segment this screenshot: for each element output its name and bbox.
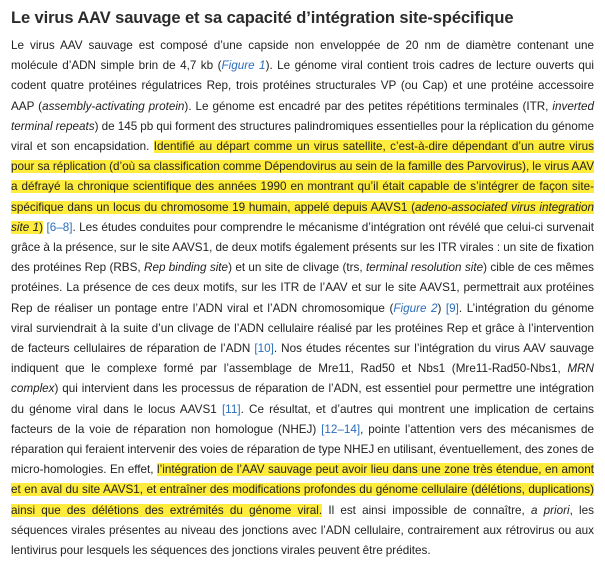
text-segment: Le virus AAV sauvage est composé d’une capside non enveloppée de 20 nm de diamètre contenant une molécule d’ADN simple brin de 4,7 kb (	[11, 39, 594, 73]
italic-term: adeno-associated virus integration site 1	[11, 200, 594, 234]
reference-link[interactable]: [9]	[445, 301, 459, 315]
italic-term: inverted terminal repeats	[11, 99, 594, 133]
figure-1-link[interactable]: Figure 1	[221, 59, 266, 73]
body-paragraph	[11, 36, 594, 561]
text-segment: ). Le génome est encadré par des petites répétitions terminales (ITR,	[184, 99, 553, 113]
text-segment: . Les études conduites pour comprendre le mécanisme d’intégration ont révélé que celui-ci survenait grâce à la présence, sur le site AAVS1, de deux motifs également présents sur les ITR virales : un site de fixation des protéines Rep (RBS,	[11, 220, 594, 275]
text-segment: Il est ainsi impossible de connaître,	[322, 503, 531, 517]
italic-term: a priori	[530, 503, 570, 517]
text-segment: . Ce résultat, et d’autres qui montrent une implication de certains facteurs de la voie de réparation non homologue (NHEJ)	[11, 402, 594, 436]
text-segment: . Nos études récentes sur l’intégration du virus AAV sauvage indiquent que le complexe formé par l’assemblage de Mre11, Rad50 et Nbs1 (Mre11-Rad50-Nbs1,	[11, 342, 594, 376]
italic-term: terminal resolution site	[365, 261, 484, 275]
section-title: Le virus AAV sauvage et sa capacité d’intégration site-spécifique	[11, 9, 514, 27]
text-segment: ) cible de ces mêmes protéines. La présence de ces deux motifs, sur les ITR de l’AAV et sur le site AAVS1, permettrait aux protéines Rep de réaliser un pontage entre l’ADN viral et l’ADN chromosomique (	[11, 261, 595, 315]
text-segment: . L’intégration du génome viral surviendrait à la suite d’un clivage de l’ADN cellulaire réalisé par les protéines Rep et grâce à l’intervention de facteurs cellulaires de réparation de l’ADN	[11, 301, 594, 356]
figure-2-link[interactable]: Figure 2	[393, 301, 438, 315]
italic-term: MRN complex	[11, 362, 594, 396]
text-segment: )	[437, 301, 446, 315]
text-segment: ) qui intervient dans les processus de réparation de l’ADN, est essentiel pour permettre une intégration du génome viral dans le locus AAVS1	[11, 382, 594, 416]
highlighted-passage-2: l’intégration de l’AAV sauvage peut avoir lieu dans une zone très étendue, en amont et en aval du site AAVS1, et entraîner des modifications profondes du génome cellulaire (délétions, duplications) ainsi que des délétions des extrémités du génome viral.	[11, 463, 594, 517]
reference-link[interactable]: [11]	[221, 402, 241, 416]
text-segment: , les séquences virales présentes au niveau des jonctions avec l’ADN cellulaire, contrairement aux rétrovirus ou aux lentivirus pour lesquels les séquences des jonctions virales peuvent être prédites.	[11, 503, 594, 558]
reference-link[interactable]: [12–14]	[321, 422, 361, 436]
text-segment: ). Le génome viral contient trois cadres de lecture ouverts qui codent quatre protéines régulatrices Rep, trois protéines structurales VP (ou Cap) et une protéine accessoire AAP (	[11, 59, 594, 113]
text-segment: )	[39, 220, 44, 234]
text-segment: ) de 145 pb qui forment des structures palindromiques essentielles pour la réplication du génome viral et son encapsidation.	[11, 119, 594, 154]
text-segment: , pointe l’attention vers des mécanismes de réparation qui feraient intervenir des voies de réparation de type NHEJ en utilisant, éventuellement, des zones de micro-homologies. En effet,	[11, 422, 594, 477]
italic-term: Rep binding site	[144, 261, 229, 275]
reference-link[interactable]: [6–8]	[46, 220, 73, 234]
text-segment: ) et un site de clivage (trs,	[228, 261, 366, 275]
highlighted-passage-1	[11, 140, 594, 234]
italic-term: assembly-activating protein	[42, 99, 185, 113]
reference-link[interactable]: [10]	[254, 342, 274, 356]
text-segment: Identifié au départ comme un virus satellite, c’est-à-dire dépendant d’un autre virus pour sa réplication (d’où sa classification comme Dépendovirus au sein de la famille des Parvovirus), le virus AAV a défrayé la chronique scientifique des années 1990 en montrant qu’il était capable de s’intégrer de façon site-spécifique dans un locus du chromosome 19 humain, appelé depuis AAVS1 (	[11, 140, 594, 214]
